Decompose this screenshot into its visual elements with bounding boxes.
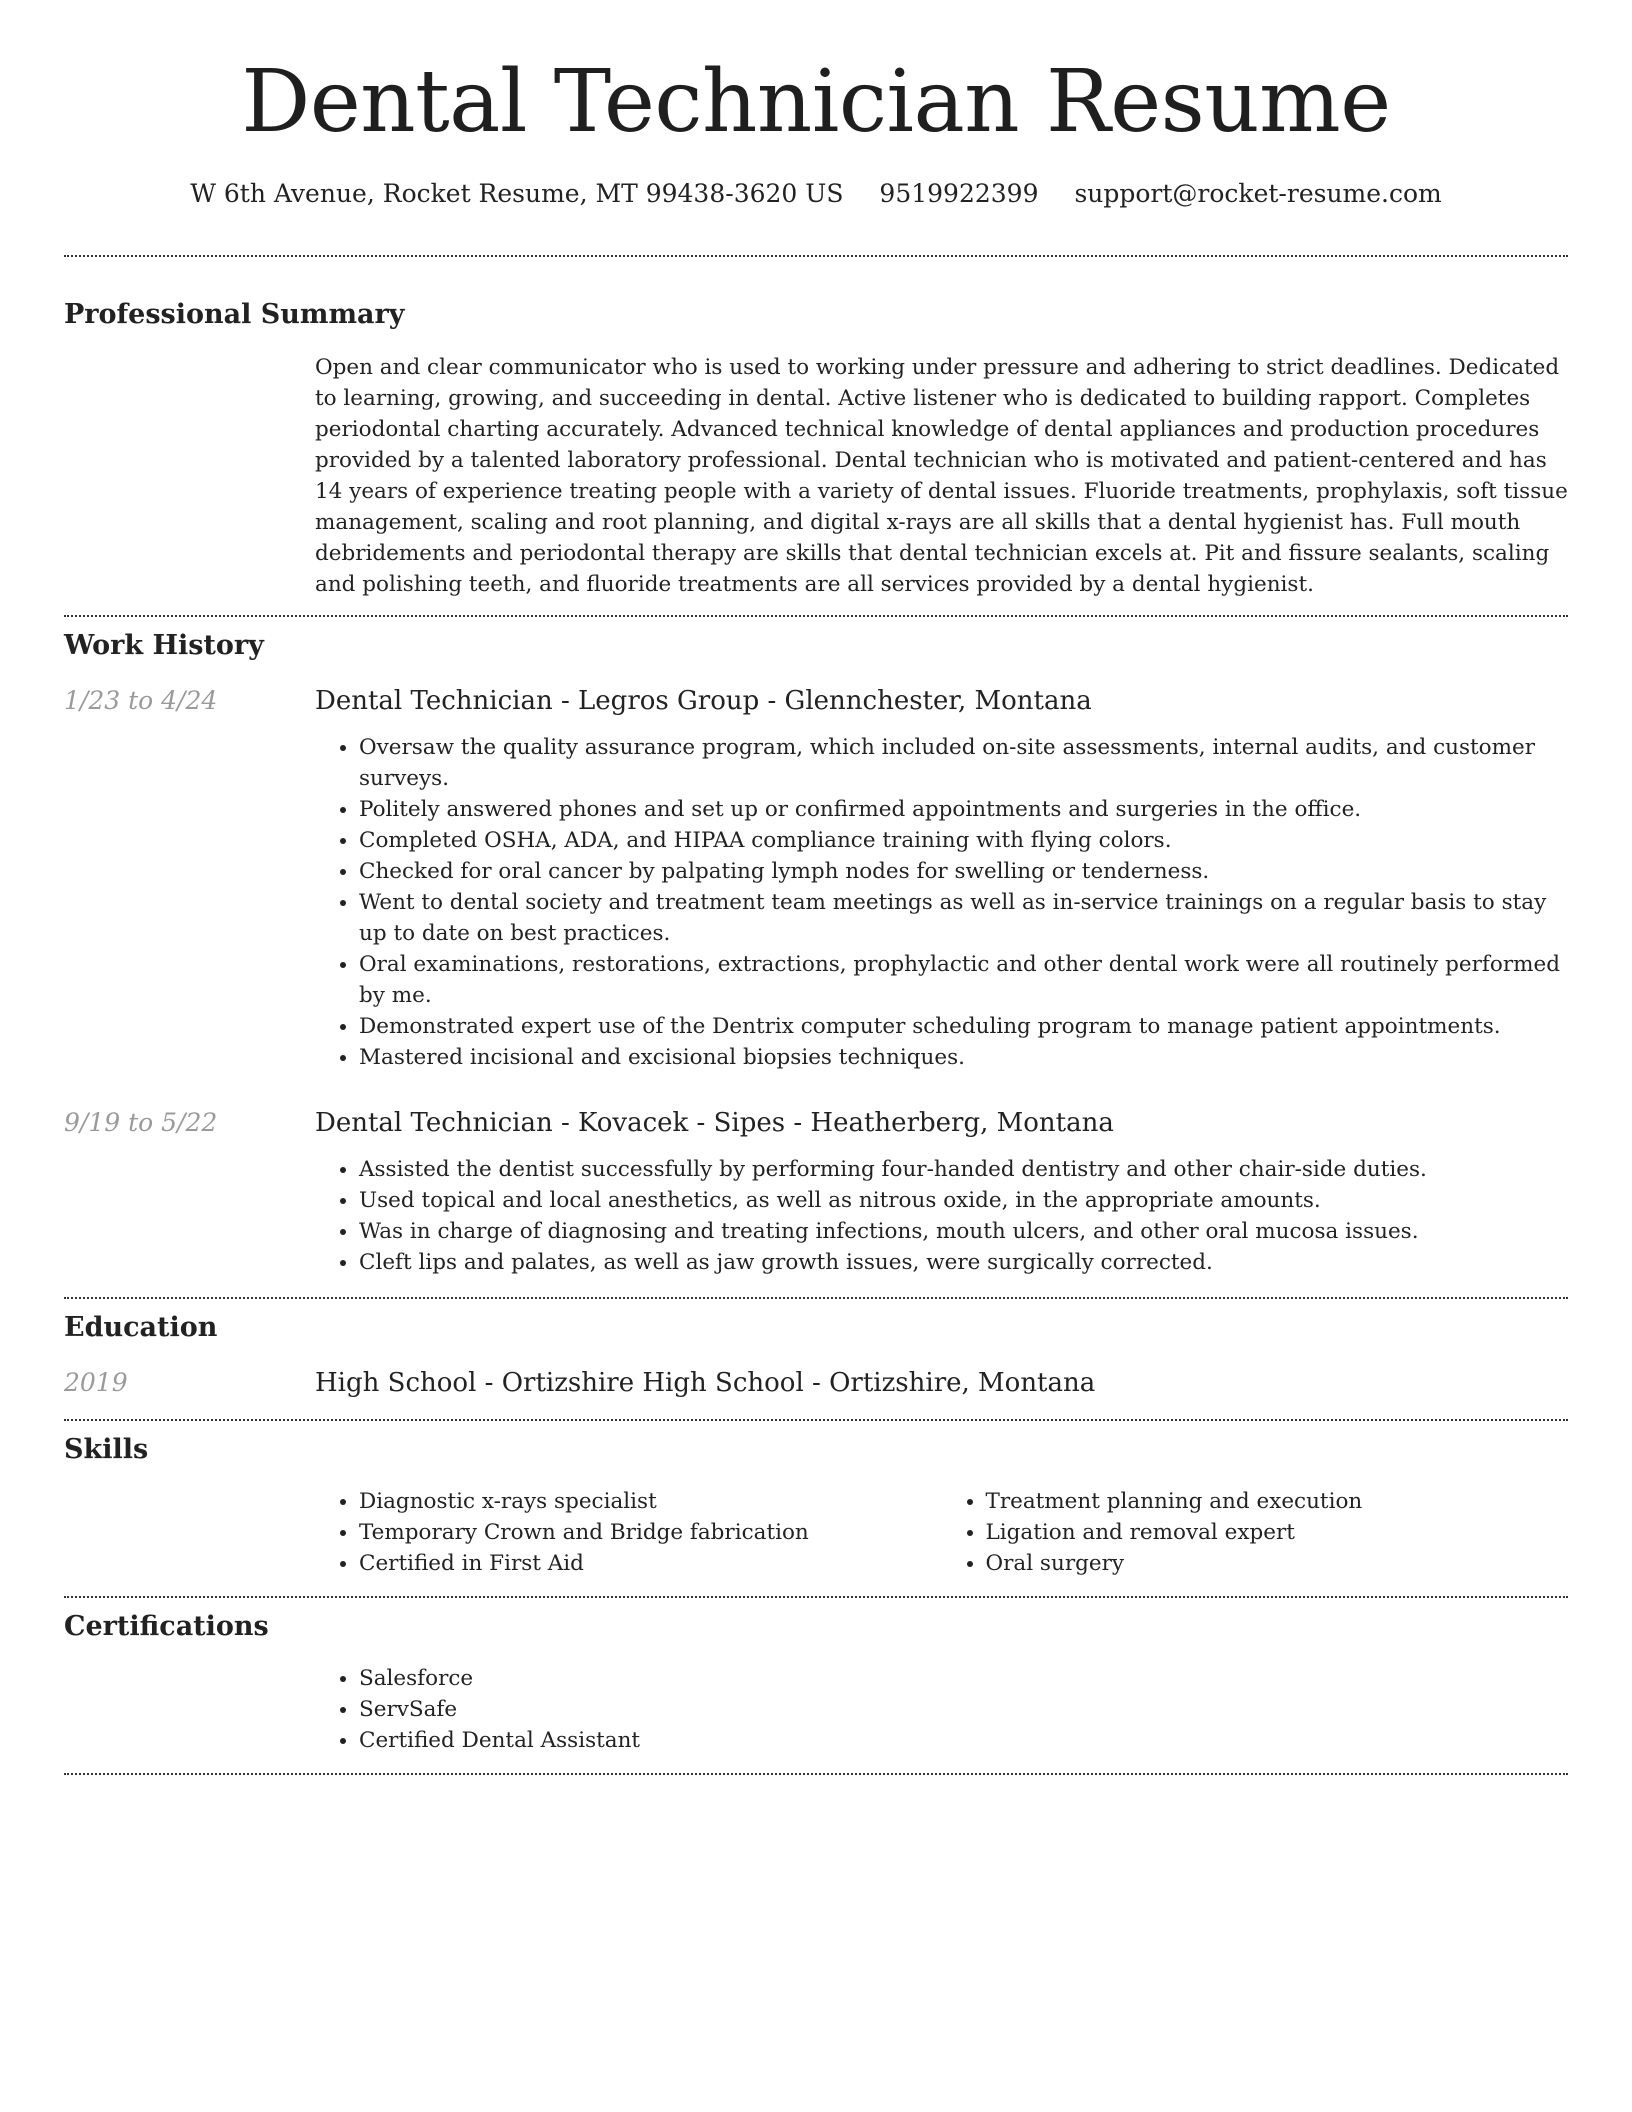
certifications-list [315, 1663, 1568, 1756]
section-title-summary: Professional Summary [64, 299, 405, 330]
job-bullet: • Cleft lips and palates, as well as jaw growth issues, were surgically corrected. [359, 1247, 1568, 1278]
summary-text: Open and clear communicator who is used to working under pressure and adhering to strict deadlines. Dedicated to learning, growing, and succeeding in dental. Active listener who is dedicated to building rapport. Completes periodontal charting accurately. Advanced technical knowledge of dental appliances and production procedures provided by a talented laboratory professional. Dental technician who is motivated and patient-centered and has 14 years of experience treating people with a variety of dental issues. Fluoride treatments, prophylaxis, soft tissue management, scaling and root planning, and digital x-rays are all skills that a dental hygienist has. Full mouth debridements and periodontal therapy are skills that dental technician excels at. Pit and fissure sealants, scaling and polishing teeth, and fluoride treatments are all services provided by a dental hygienist. [315, 355, 1568, 597]
job-title: Dental Technician - Legros Group - Glennchester, Montana [315, 686, 1092, 716]
job-bullet: • Demonstrated expert use of the Dentrix computer scheduling program to manage patient appointments. [359, 1011, 1568, 1042]
job-bullet: • Assisted the dentist successfully by performing four-handed dentistry and other chair-side duties. [359, 1154, 1568, 1185]
skills-row [64, 1486, 1568, 1579]
resume-name: Dental Technician Resume [241, 52, 1391, 152]
job-dates: 9/19 to 5/22 [64, 1108, 218, 1137]
job-dates: 1/23 to 4/24 [64, 686, 218, 715]
job-bullet: • Completed OSHA, ADA, and HIPAA compliance training with flying colors. [359, 825, 1568, 856]
divider [64, 1596, 1568, 1598]
skill-item: • Temporary Crown and Bridge fabrication [359, 1517, 942, 1548]
education-year: 2019 [64, 1368, 128, 1397]
job-bullet: • Mastered incisional and excisional biopsies techniques. [359, 1042, 1568, 1073]
job-bullets [315, 1154, 1568, 1278]
skill-item: • Treatment planning and execution [986, 1486, 1569, 1517]
job-bullet: • Oversaw the quality assurance program, which included on-site assessments, internal audits, and customer surveys. [359, 732, 1568, 794]
certification-item: • Certified Dental Assistant [359, 1725, 1568, 1756]
job-bullet: • Used topical and local anesthetics, as well as nitrous oxide, in the appropriate amounts. [359, 1185, 1568, 1216]
job-bullets [315, 732, 1568, 1073]
skill-item: • Oral surgery [986, 1548, 1569, 1579]
certification-item: • ServSafe [359, 1694, 1568, 1725]
divider [64, 255, 1568, 257]
skills-column-2 [942, 1486, 1569, 1579]
contact-line [64, 178, 1568, 210]
divider [64, 1419, 1568, 1421]
section-title-education: Education [64, 1312, 218, 1343]
job-entry [64, 684, 1568, 1073]
job-bullet: • Oral examinations, restorations, extractions, prophylactic and other dental work were all routinely performed by me. [359, 949, 1568, 1011]
job-bullet: • Politely answered phones and set up or confirmed appointments and surgeries in the office. [359, 794, 1568, 825]
section-title-skills: Skills [64, 1434, 149, 1465]
resume-page [64, 0, 1568, 1775]
certifications-row [64, 1663, 1568, 1756]
skill-item: • Diagnostic x-rays specialist [359, 1486, 942, 1517]
job-title: Dental Technician - Kovacek - Sipes - Heatherberg, Montana [315, 1108, 1114, 1138]
contact-email: support@rocket-resume.com [1074, 179, 1442, 208]
section-title-certifications: Certifications [64, 1611, 269, 1642]
certification-item: • Salesforce [359, 1663, 1568, 1694]
job-bullet: • Was in charge of diagnosing and treating infections, mouth ulcers, and other oral mucosa issues. [359, 1216, 1568, 1247]
divider [64, 615, 1568, 617]
section-title-work: Work History [64, 630, 264, 661]
education-text: High School - Ortizshire High School - Ortizshire, Montana [315, 1368, 1096, 1398]
job-bullet: • Checked for oral cancer by palpating lymph nodes for swelling or tenderness. [359, 856, 1568, 887]
contact-address: W 6th Avenue, Rocket Resume, MT 99438-3620 US [190, 179, 844, 208]
skill-item: • Ligation and removal expert [986, 1517, 1569, 1548]
divider [64, 1297, 1568, 1299]
contact-phone: 9519922399 [879, 179, 1039, 208]
education-entry [64, 1366, 1568, 1400]
divider [64, 1773, 1568, 1775]
summary-row [64, 352, 1568, 600]
job-bullet: • Went to dental society and treatment team meetings as well as in-service trainings on a regular basis to stay up to date on best practices. [359, 887, 1568, 949]
skill-item: • Certified in First Aid [359, 1548, 942, 1579]
skills-column-1 [315, 1486, 942, 1579]
job-entry [64, 1106, 1568, 1278]
